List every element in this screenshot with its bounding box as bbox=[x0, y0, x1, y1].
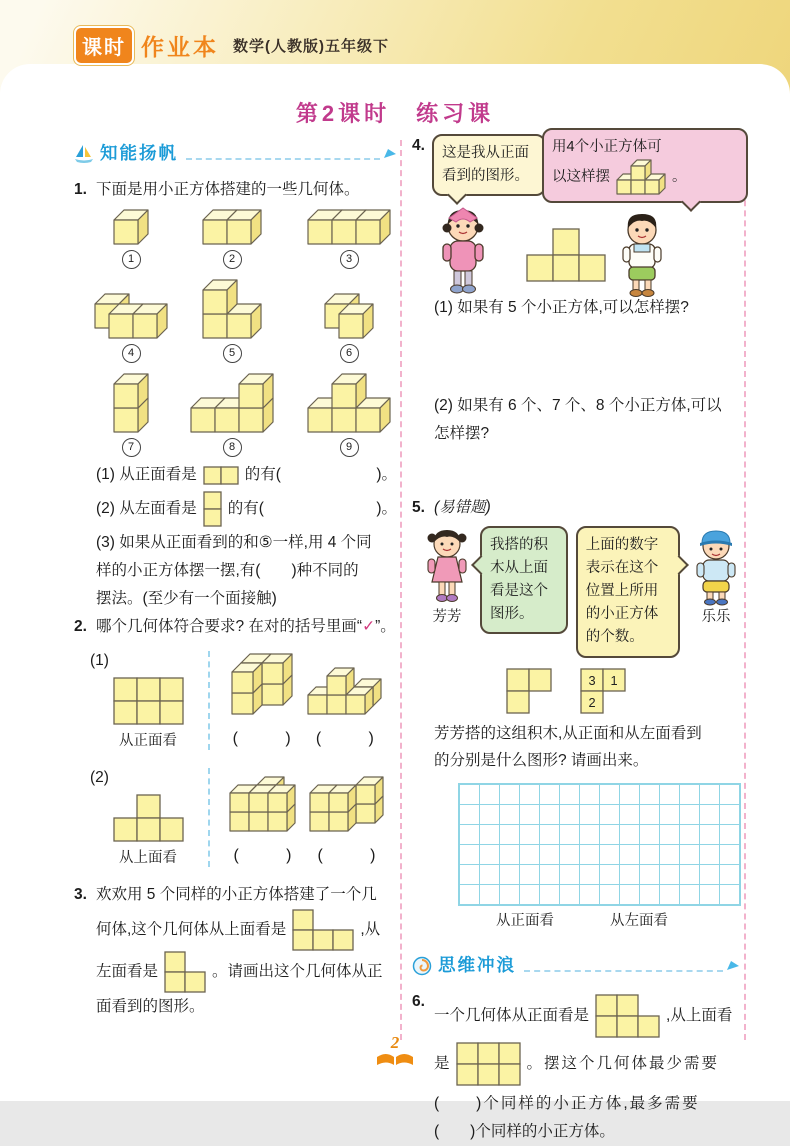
bubble-text: 。 bbox=[672, 168, 687, 185]
bubble-tail bbox=[681, 192, 701, 212]
q3-line bbox=[96, 951, 397, 993]
fangfang-wrap bbox=[424, 526, 470, 630]
top-view-figure bbox=[292, 909, 354, 951]
boy-figure-wrap bbox=[616, 210, 668, 298]
q6-text: ,从上面看 bbox=[666, 1006, 733, 1024]
page-title: 第2课时 练习课 bbox=[295, 100, 495, 126]
option-d bbox=[309, 776, 384, 871]
option-d-figure bbox=[309, 776, 384, 832]
fangfang-speech-bubble bbox=[480, 526, 568, 635]
bubble-text: 用4个小正方体可 bbox=[552, 139, 662, 155]
edition-label: 数学(人教版)五年级下 bbox=[233, 38, 389, 55]
paren: ) bbox=[370, 847, 376, 865]
lele-speech-bubble bbox=[576, 526, 680, 658]
sub2-text: (2) 从左面看是 bbox=[96, 500, 197, 518]
q5-tag bbox=[434, 494, 740, 522]
bubble-text: 这是我从正面看到的图形。 bbox=[442, 145, 529, 185]
view-label: 从上面看 bbox=[119, 849, 177, 866]
question-6 bbox=[412, 988, 740, 1146]
sub1-text: )。 bbox=[376, 466, 397, 484]
bubble-tail bbox=[669, 555, 689, 575]
question-3 bbox=[74, 881, 397, 1021]
boy-name-label: 乐乐 bbox=[701, 608, 731, 625]
section-title: 思维冲浪 bbox=[438, 955, 516, 976]
cube-figure-5 bbox=[202, 279, 262, 339]
option-divider bbox=[208, 651, 210, 750]
q6-line bbox=[434, 994, 740, 1038]
figure-label-1: 1 bbox=[122, 250, 141, 269]
sub3-line: 摆法。(至少有一个面接触) bbox=[96, 590, 277, 608]
question-stem: 下面是用小正方体搭建的一些几何体。 bbox=[96, 180, 360, 198]
question-number: 1. bbox=[74, 180, 87, 198]
paren: ( bbox=[233, 847, 239, 865]
numbered-top-view bbox=[580, 668, 626, 714]
q5-illustration bbox=[424, 526, 740, 658]
paren: ) bbox=[286, 847, 292, 865]
cube-figure-6 bbox=[324, 293, 374, 339]
option-c-figure bbox=[229, 776, 296, 832]
logo-title: 作业本 bbox=[141, 34, 219, 60]
question-number: 4. bbox=[412, 137, 425, 154]
question-number: 5. bbox=[412, 498, 425, 516]
q1-sub2 bbox=[96, 491, 397, 527]
cube-figure-4 bbox=[94, 293, 168, 339]
answer-parentheses bbox=[318, 842, 376, 871]
bubble-text: 我搭的积木从上面看是这个图形。 bbox=[490, 536, 548, 623]
figure-item bbox=[88, 209, 174, 269]
page-number: 2 bbox=[390, 1033, 400, 1052]
cube-figure-1 bbox=[113, 209, 149, 245]
figure-label-5: 5 bbox=[223, 344, 242, 363]
figure-label-2: 2 bbox=[223, 250, 242, 269]
q6-line: ( )个同样的小正方体。 bbox=[434, 1122, 615, 1140]
stem-text: ”。 bbox=[375, 617, 396, 635]
svg-text:2: 2 bbox=[588, 694, 596, 710]
figure-item bbox=[290, 373, 408, 457]
question-number: 6. bbox=[412, 992, 425, 1010]
answer-parentheses bbox=[234, 842, 292, 871]
top-view-shape bbox=[506, 668, 552, 714]
q3-text: 。请画出这个几何体从正 bbox=[212, 962, 383, 980]
four-cube-figure bbox=[616, 159, 666, 195]
center-column-divider bbox=[400, 140, 402, 1040]
front-view-target bbox=[113, 677, 184, 725]
q1-sub1 bbox=[96, 461, 397, 489]
boy-speech-bubble bbox=[542, 128, 748, 203]
q3-text: ,从 bbox=[360, 920, 381, 938]
logo-badge: 课时 bbox=[74, 26, 134, 65]
option-b-figure bbox=[307, 667, 382, 715]
grid-labels bbox=[458, 908, 739, 934]
bubble-tail bbox=[447, 185, 467, 205]
front-view-figure bbox=[595, 994, 660, 1038]
cube-figure-7 bbox=[113, 373, 149, 433]
paren: ) bbox=[368, 730, 374, 748]
option-divider bbox=[208, 768, 210, 867]
q1-sub3 bbox=[96, 529, 397, 613]
arrow-icon bbox=[726, 960, 740, 972]
section-title: 知能扬帆 bbox=[100, 143, 178, 163]
top-view-target bbox=[113, 794, 184, 842]
sub2-text: 的有( bbox=[227, 500, 264, 518]
bubble-text: 以这样摆 bbox=[552, 168, 610, 185]
section-rule bbox=[524, 960, 723, 972]
question-stem bbox=[96, 613, 397, 641]
question-1 bbox=[74, 176, 397, 613]
lele-wrap bbox=[692, 526, 740, 630]
figure-item bbox=[290, 209, 408, 269]
girl-name-label: 芳芳 bbox=[432, 608, 462, 625]
figure-item bbox=[174, 209, 290, 269]
answer-parentheses bbox=[316, 725, 374, 754]
boy-illustration bbox=[616, 210, 668, 298]
question-2 bbox=[74, 613, 397, 881]
figure-item bbox=[88, 279, 174, 363]
q6-text: 。摆这个几何体最少需要 bbox=[526, 1054, 720, 1072]
q3-line: 欢欢用 5 个同样的小正方体搭建了一个几 bbox=[96, 885, 377, 903]
figure-label-7: 7 bbox=[122, 438, 141, 457]
bubble-tail bbox=[471, 555, 491, 575]
figure-item bbox=[290, 279, 408, 363]
sub-label: (1) bbox=[90, 651, 109, 669]
girl-illustration bbox=[436, 204, 490, 296]
front-view-label: 从正面看 bbox=[496, 913, 554, 930]
q5-line: 芳芳搭的这组积木,从正面和从左面看到 bbox=[434, 724, 702, 742]
paren: ( bbox=[232, 730, 238, 748]
question-5 bbox=[412, 494, 740, 935]
paren: ( bbox=[317, 847, 323, 865]
left-view-label: 从左面看 bbox=[610, 913, 668, 930]
section-rule bbox=[186, 148, 380, 160]
figure-item bbox=[174, 279, 290, 363]
view-label: 从正面看 bbox=[119, 732, 177, 749]
figure-label-8: 8 bbox=[223, 438, 242, 457]
option-b bbox=[307, 667, 382, 754]
q4-illustration bbox=[434, 132, 740, 294]
sub3-line: (3) 如果从正面看到的和⑤一样,用 4 个同 bbox=[96, 534, 372, 552]
figure-item bbox=[88, 373, 174, 457]
paren: ( bbox=[315, 730, 322, 748]
left-column bbox=[74, 132, 397, 1021]
option-a bbox=[231, 653, 293, 754]
checkmark: ✓ bbox=[362, 617, 376, 635]
figure-label-9: 9 bbox=[340, 438, 359, 457]
arrow-icon bbox=[383, 148, 397, 160]
cube-figure-2 bbox=[202, 209, 262, 245]
bubble-text: 上面的数字表示在这个位置上所用的小正方体的个数。 bbox=[585, 536, 659, 646]
q3-text: 何体,这个几何体从上面看是 bbox=[96, 920, 287, 938]
sailboat-icon bbox=[74, 144, 94, 164]
right-margin-divider bbox=[744, 140, 746, 1040]
front-view-figure bbox=[203, 466, 239, 485]
q6-line: ( )个同样的小正方体,最多需要 bbox=[434, 1094, 700, 1112]
option-a-figure bbox=[231, 653, 293, 715]
sub1-text: (1) 从正面看是 bbox=[96, 466, 197, 484]
figure-label-6: 6 bbox=[340, 344, 359, 363]
cube-figure-9 bbox=[307, 373, 391, 433]
fangfang-illustration bbox=[424, 526, 470, 606]
stem-text: 哪个几何体符合要求? 在对的括号里画“ bbox=[96, 617, 363, 635]
q6-text: 一个几何体从正面看是 bbox=[434, 1006, 590, 1024]
section-knowledge bbox=[74, 138, 397, 170]
q2-row-2 bbox=[90, 764, 397, 871]
q4-sub2-line: (2) 如果有 6 个、7 个、8 个小正方体,可以 bbox=[434, 396, 722, 414]
wave-swirl-icon bbox=[412, 956, 432, 976]
figure-label-4: 4 bbox=[122, 344, 141, 363]
girl-figure-wrap bbox=[436, 204, 490, 296]
q4-sub2-line: 怎样摆? bbox=[434, 424, 490, 442]
section-thinking bbox=[412, 950, 740, 982]
q5-figures bbox=[506, 668, 740, 714]
open-book-icon bbox=[375, 1052, 415, 1068]
svg-text:1: 1 bbox=[610, 672, 618, 688]
q1-figure-grid bbox=[88, 209, 397, 457]
question-number: 3. bbox=[74, 885, 87, 903]
left-view-figure bbox=[203, 491, 222, 527]
figure-item bbox=[174, 373, 290, 457]
figure-label-3: 3 bbox=[340, 250, 359, 269]
front-view-figure bbox=[526, 228, 606, 282]
right-column bbox=[412, 132, 740, 1146]
q3-line bbox=[96, 909, 397, 951]
paren: ) bbox=[285, 730, 291, 748]
error-prone-tag: (易错题) bbox=[434, 498, 491, 516]
cube-figure-8 bbox=[190, 373, 274, 433]
question-4 bbox=[412, 132, 740, 494]
q3-line: 面看到的图形。 bbox=[96, 997, 205, 1015]
q4-sub1: (1) 如果有 5 个小正方体,可以怎样摆? bbox=[434, 299, 689, 316]
q2-row-1 bbox=[90, 647, 397, 754]
sub3-line: 样的小正方体摆一摆,有( )种不同的 bbox=[96, 562, 359, 580]
svg-text:3: 3 bbox=[588, 672, 596, 688]
lele-illustration bbox=[692, 526, 740, 606]
sub-label: (2) bbox=[90, 768, 109, 786]
answer-parentheses bbox=[233, 725, 291, 754]
sub1-text: 的有( bbox=[244, 466, 281, 484]
q6-text: 是 bbox=[434, 1054, 450, 1072]
brand-logo bbox=[74, 26, 389, 65]
drawing-grid bbox=[458, 783, 741, 906]
q3-text: 左面看是 bbox=[96, 962, 159, 980]
q5-line: 的分别是什么图形? 请画出来。 bbox=[434, 752, 649, 770]
q4-sub2 bbox=[434, 392, 740, 448]
option-c bbox=[229, 776, 296, 871]
cube-figure-3 bbox=[307, 209, 391, 245]
left-view-figure bbox=[164, 951, 206, 993]
question-number: 2. bbox=[74, 617, 87, 635]
girl-speech-bubble bbox=[432, 134, 546, 196]
sub2-text: )。 bbox=[376, 500, 397, 518]
